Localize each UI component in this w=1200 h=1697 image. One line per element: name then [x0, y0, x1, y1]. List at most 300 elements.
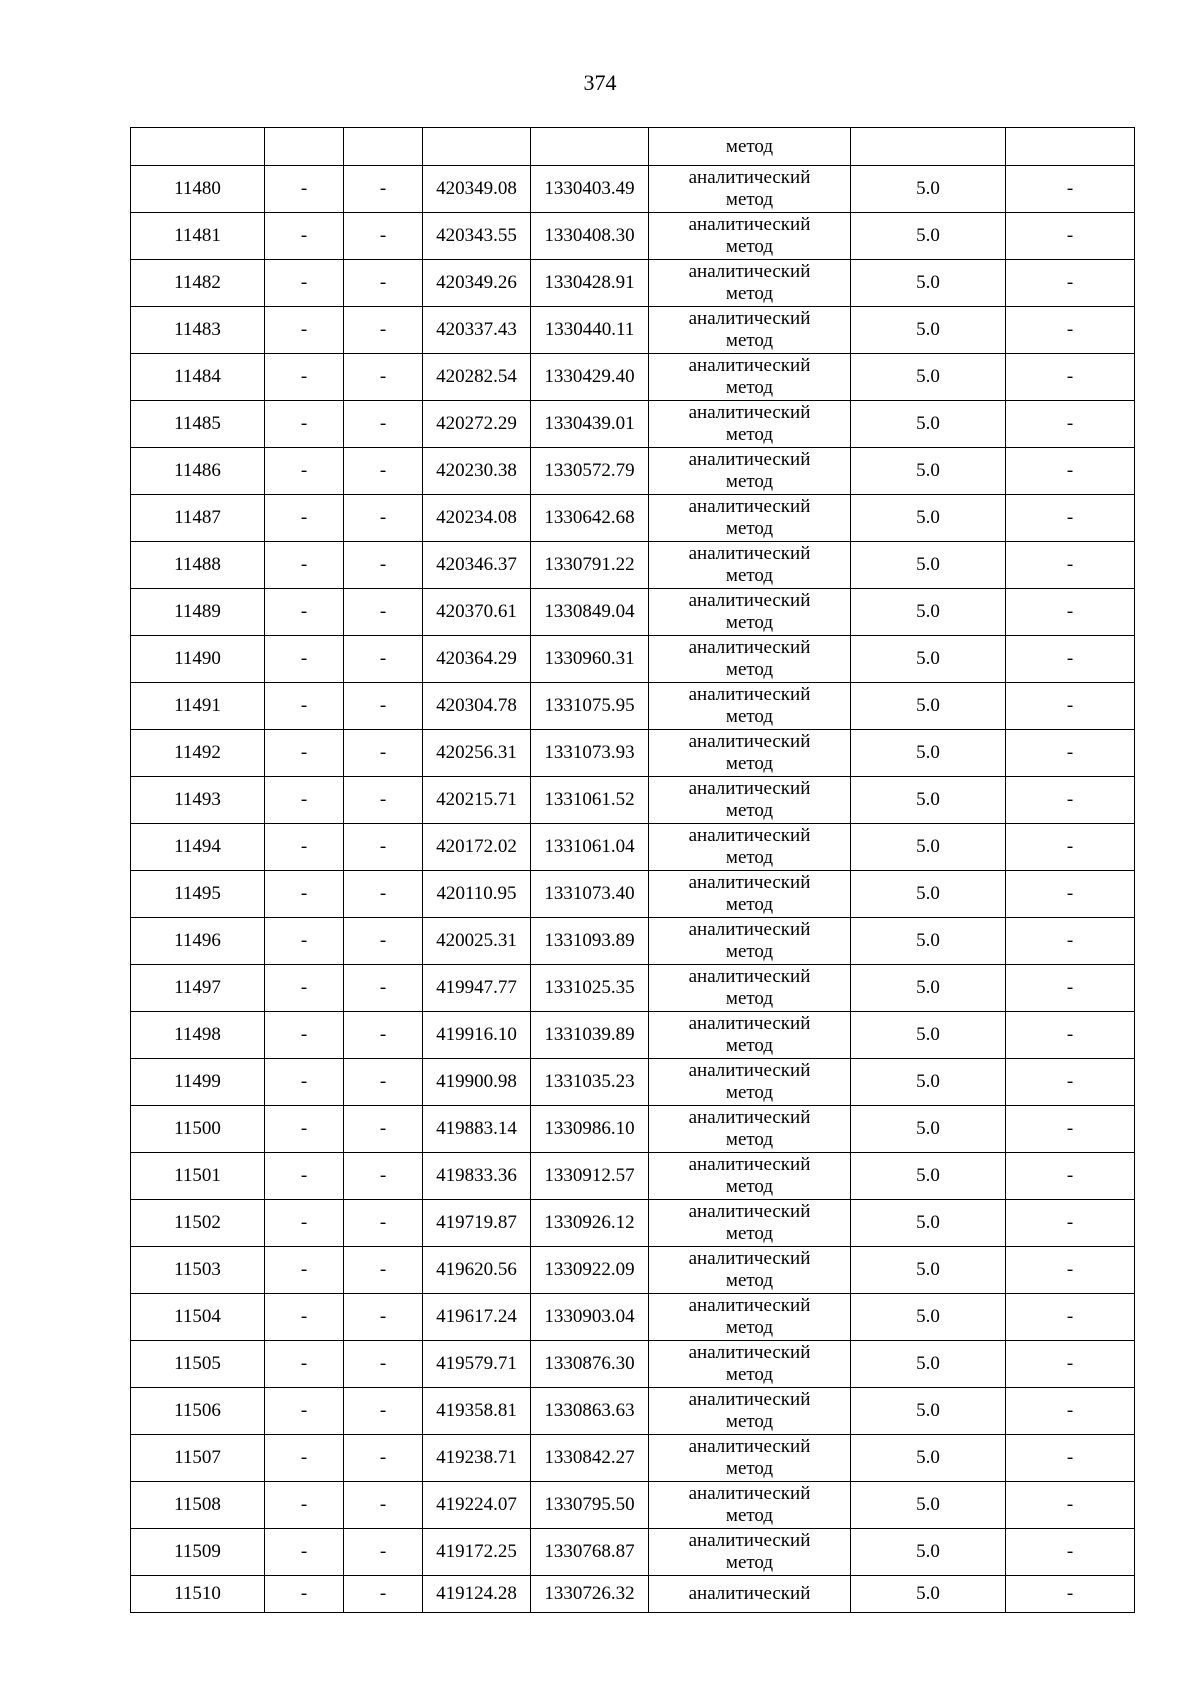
cell-col3: - [344, 777, 423, 824]
table-row [131, 1482, 1135, 1529]
coordinates-table [130, 127, 1135, 1613]
cell-accuracy: 5.0 [851, 213, 1006, 260]
cell-accuracy: 5.0 [851, 1294, 1006, 1341]
cell-method [649, 1200, 851, 1247]
cell-number: 11485 [131, 401, 265, 448]
cell-number: 11497 [131, 965, 265, 1012]
cell-col3: - [344, 1200, 423, 1247]
cell-accuracy: 5.0 [851, 1200, 1006, 1247]
cell-accuracy: 5.0 [851, 1388, 1006, 1435]
method-line-1: аналитический [688, 402, 811, 423]
method-line-2: метод [725, 330, 774, 351]
cell-x: 420346.37 [423, 542, 531, 589]
cell-x: 420230.38 [423, 448, 531, 495]
cell-col2: - [265, 401, 344, 448]
cell-col3: - [344, 1294, 423, 1341]
cell-method [649, 777, 851, 824]
cell-col2: - [265, 824, 344, 871]
method-line-1: аналитический [688, 1201, 811, 1222]
method-line-1: аналитический [688, 214, 811, 235]
cell-x: 420256.31 [423, 730, 531, 777]
method-line-2: метод [725, 518, 774, 539]
cell-accuracy: 5.0 [851, 401, 1006, 448]
cell-col2: - [265, 589, 344, 636]
cell-col3: - [344, 401, 423, 448]
cell-col8: - [1006, 589, 1135, 636]
table-row [131, 1576, 1135, 1613]
cell-number: 11507 [131, 1435, 265, 1482]
cell-method [649, 1294, 851, 1341]
method-line-2: метод [725, 424, 774, 445]
cell-accuracy: 5.0 [851, 965, 1006, 1012]
cell-col8: - [1006, 824, 1135, 871]
cell-col3: - [344, 1341, 423, 1388]
cell-col8: - [1006, 1200, 1135, 1247]
cell-col2: - [265, 918, 344, 965]
cell-method [649, 730, 851, 777]
cell-col2: - [265, 354, 344, 401]
cell-y: 1331073.40 [531, 871, 649, 918]
method-line-1: аналитический [688, 825, 811, 846]
cell-y: 1330960.31 [531, 636, 649, 683]
method-line-1: аналитический [688, 919, 811, 940]
cell-col2: - [265, 1059, 344, 1106]
cell-y: 1330986.10 [531, 1106, 649, 1153]
cell-x: 420370.61 [423, 589, 531, 636]
method-line-1: аналитический [688, 1389, 811, 1410]
table-row [131, 307, 1135, 354]
cell-accuracy: 5.0 [851, 636, 1006, 683]
cell-col2: - [265, 1388, 344, 1435]
method-line-2: метод [725, 612, 774, 633]
cell-number: 11493 [131, 777, 265, 824]
cell-accuracy: 5.0 [851, 1106, 1006, 1153]
cell-col8: - [1006, 1576, 1135, 1613]
cell-accuracy: 5.0 [851, 1153, 1006, 1200]
cell-method [649, 589, 851, 636]
table-row [131, 824, 1135, 871]
cell-y: 1330408.30 [531, 213, 649, 260]
cell-method [649, 1576, 851, 1613]
cell-col3: - [344, 166, 423, 213]
cell-number: 11505 [131, 1341, 265, 1388]
cell-number: 11484 [131, 354, 265, 401]
method-line-2: метод [725, 283, 774, 304]
method-line-2: метод [725, 753, 774, 774]
cell-x: 419358.81 [423, 1388, 531, 1435]
method-line-1: аналитический [688, 1248, 811, 1269]
method-line-1: аналитический [688, 308, 811, 329]
cell-number: 11490 [131, 636, 265, 683]
cell-col3: - [344, 1247, 423, 1294]
cell-col2: - [265, 777, 344, 824]
method-line-2: метод [725, 471, 774, 492]
method-line-2: метод [725, 189, 774, 210]
cell-x: 420234.08 [423, 495, 531, 542]
cell-col2: - [265, 448, 344, 495]
cell-y: 1330791.22 [531, 542, 649, 589]
page-number: 374 [583, 70, 617, 95]
method-line-1: аналитический [688, 1295, 811, 1316]
cell-method [649, 213, 851, 260]
cell-number: 11482 [131, 260, 265, 307]
table-row [131, 1106, 1135, 1153]
cell-col8: - [1006, 495, 1135, 542]
cell-col3: - [344, 824, 423, 871]
cell-y: 1330922.09 [531, 1247, 649, 1294]
cell-y: 1330428.91 [531, 260, 649, 307]
method-line-1: аналитический [688, 637, 811, 658]
table-row [131, 683, 1135, 730]
cell-col3: - [344, 1435, 423, 1482]
cell-y: 1330572.79 [531, 448, 649, 495]
cell-x: 420025.31 [423, 918, 531, 965]
cell-accuracy: 5.0 [851, 1247, 1006, 1294]
method-line-1: аналитический [688, 261, 811, 282]
cell-method [649, 1247, 851, 1294]
method-line-2: метод [725, 1223, 774, 1244]
cell-y: 1331075.95 [531, 683, 649, 730]
cell-col2: - [265, 1529, 344, 1576]
table-row [131, 730, 1135, 777]
cell-accuracy: 5.0 [851, 1341, 1006, 1388]
cell-y: 1330926.12 [531, 1200, 649, 1247]
cell-col8: - [1006, 213, 1135, 260]
method-line-2: метод [725, 1505, 774, 1526]
cell-col2: - [265, 871, 344, 918]
cell-number: 11492 [131, 730, 265, 777]
cell-y: 1331035.23 [531, 1059, 649, 1106]
cell-method [649, 1059, 851, 1106]
cell-col2: - [265, 1576, 344, 1613]
cell-col8: - [1006, 1435, 1135, 1482]
cell-method [649, 824, 851, 871]
cell-y: 1330903.04 [531, 1294, 649, 1341]
cell-col3: - [344, 1482, 423, 1529]
cell-x: 420337.43 [423, 307, 531, 354]
cell-col3: - [344, 730, 423, 777]
cell-number: 11506 [131, 1388, 265, 1435]
cell-col2: - [265, 636, 344, 683]
method-line-1: аналитический [688, 1107, 811, 1128]
table-row [131, 589, 1135, 636]
cell-y: 1330842.27 [531, 1435, 649, 1482]
cell-accuracy: 5.0 [851, 354, 1006, 401]
cell-col3: - [344, 307, 423, 354]
method-line-1: аналитический [688, 778, 811, 799]
method-line-1: аналитический [688, 449, 811, 470]
cell-x: 419900.98 [423, 1059, 531, 1106]
cell-number: 11494 [131, 824, 265, 871]
cell-x: 420349.26 [423, 260, 531, 307]
cell-method [649, 260, 851, 307]
method-line-2: метод [725, 800, 774, 821]
cell-y: 1330726.32 [531, 1576, 649, 1613]
cell-accuracy: 5.0 [851, 1576, 1006, 1613]
cell-accuracy: 5.0 [851, 1482, 1006, 1529]
cell-col3: - [344, 354, 423, 401]
table-row [131, 1247, 1135, 1294]
cell-x: 420343.55 [423, 213, 531, 260]
continued-row [131, 128, 1135, 166]
table-row [131, 401, 1135, 448]
method-line-1: аналитический [688, 1530, 811, 1551]
table-row [131, 1200, 1135, 1247]
table-row [131, 777, 1135, 824]
table-row [131, 1529, 1135, 1576]
cell-col8: - [1006, 354, 1135, 401]
cell-col3: - [344, 636, 423, 683]
cell-col3: - [344, 1576, 423, 1613]
cell-col3: - [344, 1012, 423, 1059]
cell-col3: - [344, 965, 423, 1012]
cell-number: 11488 [131, 542, 265, 589]
table-row [131, 918, 1135, 965]
cell-col8: - [1006, 636, 1135, 683]
cell-col8: - [1006, 1341, 1135, 1388]
table-row [131, 448, 1135, 495]
cell-method [649, 871, 851, 918]
cell-method [649, 307, 851, 354]
method-tail: метод [725, 135, 774, 157]
cell-method [649, 128, 851, 166]
cell-method [649, 1435, 851, 1482]
cell-number: 11489 [131, 589, 265, 636]
cell-number: 11509 [131, 1529, 265, 1576]
cell-col2: - [265, 542, 344, 589]
cell-y: 1330642.68 [531, 495, 649, 542]
table-row [131, 260, 1135, 307]
cell-col8: - [1006, 1388, 1135, 1435]
table-row [131, 213, 1135, 260]
cell-method [649, 1341, 851, 1388]
method-line-2: метод [725, 1364, 774, 1385]
cell-col2: - [265, 307, 344, 354]
cell-col8: - [1006, 1482, 1135, 1529]
cell-x: 420172.02 [423, 824, 531, 871]
cell-col2: - [265, 1247, 344, 1294]
cell-y [531, 128, 649, 166]
method-line-2: метод [725, 1082, 774, 1103]
cell-y: 1331093.89 [531, 918, 649, 965]
cell-accuracy: 5.0 [851, 495, 1006, 542]
cell-col3 [344, 128, 423, 166]
table-row [131, 542, 1135, 589]
table-row [131, 1341, 1135, 1388]
cell-col3: - [344, 918, 423, 965]
cell-col2: - [265, 683, 344, 730]
cell-x: 420215.71 [423, 777, 531, 824]
cell-col3: - [344, 448, 423, 495]
cell-x: 420364.29 [423, 636, 531, 683]
cell-method [649, 965, 851, 1012]
cell-method [649, 1482, 851, 1529]
cell-y: 1331039.89 [531, 1012, 649, 1059]
cell-method [649, 1153, 851, 1200]
cell-number: 11510 [131, 1576, 265, 1613]
cell-col8: - [1006, 401, 1135, 448]
table-row [131, 1012, 1135, 1059]
method-line-2: метод [725, 236, 774, 257]
table-row [131, 1388, 1135, 1435]
cell-col8: - [1006, 1529, 1135, 1576]
cell-col8: - [1006, 1059, 1135, 1106]
cell-number: 11491 [131, 683, 265, 730]
cell-col2: - [265, 166, 344, 213]
cell-number: 11486 [131, 448, 265, 495]
cell-col2: - [265, 1294, 344, 1341]
method-line-2: метод [725, 377, 774, 398]
cell-col3: - [344, 1059, 423, 1106]
cell-method [649, 636, 851, 683]
cell-col2: - [265, 495, 344, 542]
cell-col8: - [1006, 1294, 1135, 1341]
cell-accuracy: 5.0 [851, 1529, 1006, 1576]
cell-accuracy: 5.0 [851, 871, 1006, 918]
cell-accuracy: 5.0 [851, 542, 1006, 589]
cell-x: 420110.95 [423, 871, 531, 918]
cell-number: 11501 [131, 1153, 265, 1200]
cell-col8 [1006, 128, 1135, 166]
cell-y: 1331061.52 [531, 777, 649, 824]
cell-accuracy: 5.0 [851, 777, 1006, 824]
method-line-1: аналитический [688, 1060, 811, 1081]
cell-y: 1331061.04 [531, 824, 649, 871]
cell-x [423, 128, 531, 166]
cell-accuracy: 5.0 [851, 448, 1006, 495]
cell-accuracy: 5.0 [851, 589, 1006, 636]
cell-y: 1330440.11 [531, 307, 649, 354]
cell-col2: - [265, 1482, 344, 1529]
cell-col8: - [1006, 1012, 1135, 1059]
cell-accuracy: 5.0 [851, 730, 1006, 777]
cell-x: 419833.36 [423, 1153, 531, 1200]
cell-x: 419719.87 [423, 1200, 531, 1247]
cell-col8: - [1006, 871, 1135, 918]
method-line-2: метод [725, 1411, 774, 1432]
method-line-1: аналитический [688, 1583, 811, 1604]
cell-method [649, 354, 851, 401]
cell-number: 11495 [131, 871, 265, 918]
method-line-1: аналитический [688, 355, 811, 376]
cell-col2: - [265, 1106, 344, 1153]
cell-col8: - [1006, 307, 1135, 354]
method-line-2: метод [725, 1176, 774, 1197]
cell-accuracy: 5.0 [851, 824, 1006, 871]
cell-col8: - [1006, 965, 1135, 1012]
cell-method [649, 542, 851, 589]
method-line-2: метод [725, 894, 774, 915]
cell-number: 11503 [131, 1247, 265, 1294]
cell-number: 11499 [131, 1059, 265, 1106]
cell-y: 1330849.04 [531, 589, 649, 636]
cell-x: 419579.71 [423, 1341, 531, 1388]
cell-number: 11508 [131, 1482, 265, 1529]
method-line-1: аналитический [688, 1013, 811, 1034]
cell-number [131, 128, 265, 166]
cell-col3: - [344, 495, 423, 542]
cell-method [649, 166, 851, 213]
cell-method [649, 401, 851, 448]
method-line-1: аналитический [688, 1342, 811, 1363]
table-row [131, 166, 1135, 213]
cell-col8: - [1006, 918, 1135, 965]
cell-y: 1330876.30 [531, 1341, 649, 1388]
cell-col2 [265, 128, 344, 166]
cell-col3: - [344, 213, 423, 260]
cell-x: 420349.08 [423, 166, 531, 213]
cell-number: 11496 [131, 918, 265, 965]
cell-x: 419617.24 [423, 1294, 531, 1341]
method-line-2: метод [725, 1129, 774, 1150]
cell-number: 11502 [131, 1200, 265, 1247]
cell-col2: - [265, 1200, 344, 1247]
method-line-2: метод [725, 941, 774, 962]
method-line-2: метод [725, 659, 774, 680]
table-row [131, 1059, 1135, 1106]
cell-method [649, 1106, 851, 1153]
cell-y: 1331025.35 [531, 965, 649, 1012]
table-row [131, 1435, 1135, 1482]
cell-x: 419947.77 [423, 965, 531, 1012]
cell-x: 420272.29 [423, 401, 531, 448]
cell-col3: - [344, 1106, 423, 1153]
cell-number: 11481 [131, 213, 265, 260]
method-line-1: аналитический [688, 167, 811, 188]
cell-col8: - [1006, 683, 1135, 730]
cell-col3: - [344, 871, 423, 918]
cell-method [649, 1388, 851, 1435]
cell-method [649, 495, 851, 542]
cell-x: 419883.14 [423, 1106, 531, 1153]
cell-col8: - [1006, 166, 1135, 213]
cell-col2: - [265, 213, 344, 260]
cell-accuracy [851, 128, 1006, 166]
method-line-2: метод [725, 1035, 774, 1056]
table-row [131, 495, 1135, 542]
cell-accuracy: 5.0 [851, 683, 1006, 730]
cell-y: 1330863.63 [531, 1388, 649, 1435]
method-line-2: метод [725, 847, 774, 868]
table-row [131, 354, 1135, 401]
cell-x: 419224.07 [423, 1482, 531, 1529]
method-line-1: аналитический [688, 684, 811, 705]
cell-col2: - [265, 1435, 344, 1482]
cell-x: 420282.54 [423, 354, 531, 401]
method-line-1: аналитический [688, 872, 811, 893]
cell-y: 1330403.49 [531, 166, 649, 213]
cell-x: 419124.28 [423, 1576, 531, 1613]
cell-y: 1330439.01 [531, 401, 649, 448]
cell-col3: - [344, 683, 423, 730]
table-row [131, 1153, 1135, 1200]
cell-col8: - [1006, 777, 1135, 824]
method-line-2: метод [725, 706, 774, 727]
cell-col8: - [1006, 730, 1135, 777]
cell-col3: - [344, 1529, 423, 1576]
cell-method [649, 1529, 851, 1576]
cell-col3: - [344, 589, 423, 636]
method-line-1: аналитический [688, 543, 811, 564]
method-line-2: метод [725, 1270, 774, 1291]
cell-y: 1330912.57 [531, 1153, 649, 1200]
cell-x: 419916.10 [423, 1012, 531, 1059]
method-line-1: аналитический [688, 496, 811, 517]
method-line-2: метод [725, 1552, 774, 1573]
cell-accuracy: 5.0 [851, 307, 1006, 354]
cell-col2: - [265, 1153, 344, 1200]
method-line-1: аналитический [688, 1483, 811, 1504]
